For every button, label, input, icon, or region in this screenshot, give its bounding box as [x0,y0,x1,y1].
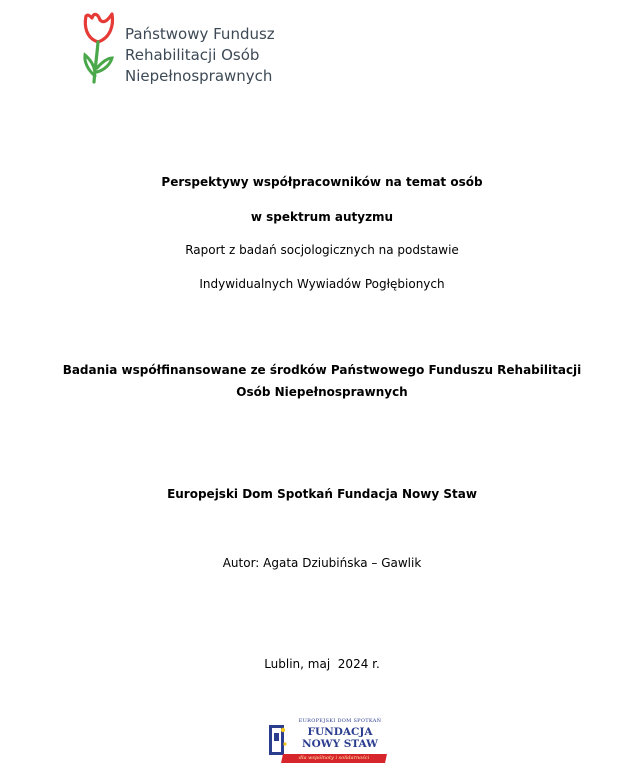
pfron-logo [80,10,300,90]
fundacja-nowy-staw-logo [268,718,392,770]
place-date: Lublin, maj 2024 r. [264,657,380,671]
pfron-logo-text [125,24,275,87]
funding-line-1: Badania współfinansowane ze środków Państwowego Funduszu Rehabilitacji [62,363,582,377]
funding-line-2: Osób Niepełnosprawnych [236,385,408,399]
footer-logo-line-2: NOWY STAW [302,738,378,750]
pfron-line-2: Rehabilitacji Osób [125,46,260,64]
footer-logo-ribbon [281,754,387,763]
pfron-line-3: Niepełnosprawnych [125,67,273,85]
subtitle-line-1: Raport z badań socjologicznych na podstawie [185,243,459,257]
door-icon [268,724,288,758]
title-line-2: w spektrum autyzmu [250,210,394,224]
footer-logo-line-1: FUNDACJA [307,726,373,738]
footer-logo-small-text: EUROPEJSKI DOM SPOTKAŃ [298,718,382,724]
footer-logo-main-text [288,726,392,750]
tulip-icon [80,10,120,88]
title-line-1: Perspektywy współpracowników na temat osób [161,175,483,189]
pfron-line-1: Państwowy Fundusz [125,25,275,43]
author-line: Autor: Agata Dziubińska – Gawlik [222,556,422,570]
organization-name: Europejski Dom Spotkań Fundacja Nowy Staw [167,487,477,501]
footer-logo-ribbon-text: dla wspólnoty i solidarności [298,755,370,761]
subtitle-line-2: Indywidualnych Wywiadów Pogłębionych [199,277,445,291]
